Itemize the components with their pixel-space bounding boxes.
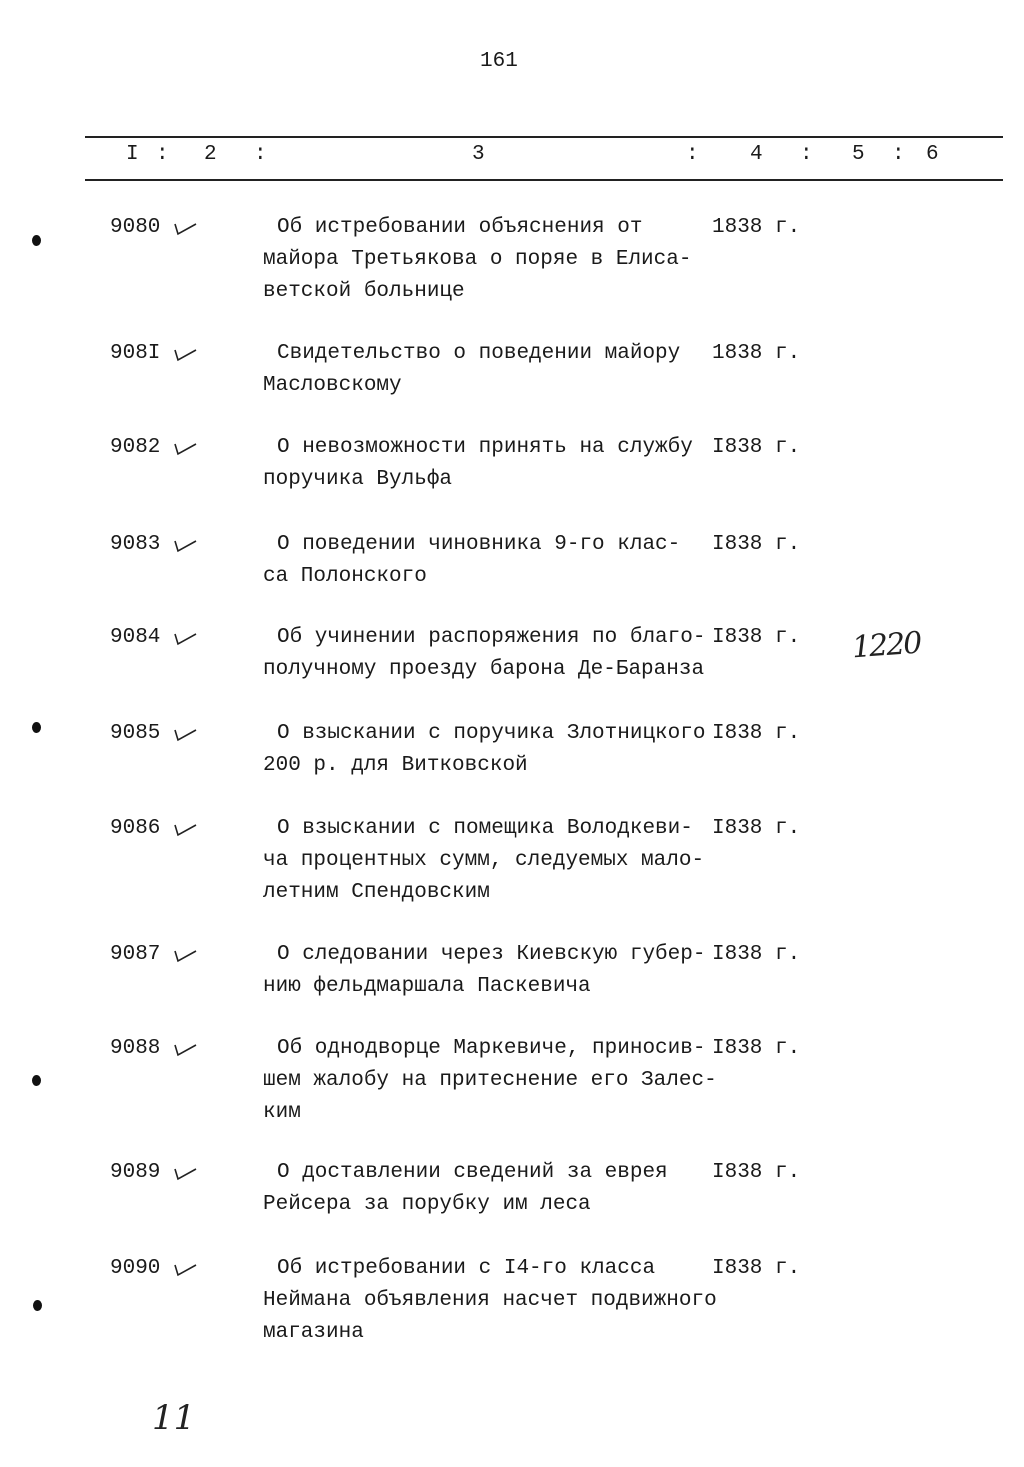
description-line: О невозможности принять на службу	[277, 436, 693, 459]
checkmark-icon	[172, 1259, 200, 1279]
entry-number: 9085	[110, 722, 161, 745]
punch-mark	[32, 1075, 41, 1086]
column-header-6: 6	[926, 143, 939, 166]
description-line: ким	[263, 1101, 301, 1124]
punch-mark	[33, 1300, 42, 1311]
description-line: Об истребовании с I4-го класса	[277, 1257, 656, 1280]
description-line: ча процентных сумм, следуемых мало-	[263, 849, 705, 872]
table-row	[0, 1253, 1024, 1353]
entry-number: 9090	[110, 1257, 161, 1280]
description-line: поручика Вульфа	[263, 468, 453, 491]
entry-description	[263, 1157, 668, 1221]
checkmark-icon	[172, 1163, 200, 1183]
description-line: Рейсера за порубку им леса	[263, 1193, 591, 1216]
description-line: Неймана объявления насчет подвижного	[263, 1289, 717, 1312]
entry-year: I838 г.	[712, 1037, 801, 1060]
description-line: нию фельдмаршала Паскевича	[263, 975, 591, 998]
description-line: О поведении чиновника 9-го клас-	[277, 533, 681, 556]
checkmark-icon	[172, 1039, 200, 1059]
handwritten-footer: 11	[152, 1398, 196, 1438]
entry-number: 9086	[110, 817, 161, 840]
checkmark-icon	[172, 535, 200, 555]
entry-year: 1838 г.	[712, 342, 801, 365]
description-line: ветской больнице	[263, 280, 465, 303]
column-header-2: 2	[204, 143, 217, 166]
entry-year: I838 г.	[712, 626, 801, 649]
description-line: О взыскании с поручика Злотницкого	[277, 722, 706, 745]
description-line: Масловскому	[263, 374, 402, 397]
description-line: Об истребовании объяснения от	[277, 216, 643, 239]
table-row	[0, 212, 1024, 312]
description-line: О следовании через Киевскую губер-	[277, 943, 706, 966]
column-separator: :	[800, 143, 813, 166]
table-row	[0, 813, 1024, 913]
description-line: шем жалобу на притеснение его Залес-	[263, 1069, 717, 1092]
table-row	[0, 939, 1024, 1039]
description-line: майора Третьякова о поряе в Елиса-	[263, 248, 692, 271]
checkmark-icon	[172, 628, 200, 648]
entry-year: I838 г.	[712, 1257, 801, 1280]
entry-description	[263, 212, 691, 308]
description-line: летним Спендовским	[263, 881, 490, 904]
entry-number: 908I	[110, 342, 161, 365]
description-line: магазина	[263, 1321, 364, 1344]
page-number: 161	[480, 50, 518, 73]
entry-description	[263, 1033, 717, 1129]
column-separator: :	[254, 143, 267, 166]
entry-number: 9082	[110, 436, 161, 459]
entry-year: I838 г.	[712, 943, 801, 966]
entry-number: 9087	[110, 943, 161, 966]
description-line: са Полонского	[263, 565, 427, 588]
entry-year: 1838 г.	[712, 216, 801, 239]
description-line: О взыскании с помещика Володкеви-	[277, 817, 693, 840]
handwritten-annotation: 1220	[850, 625, 922, 666]
column-header-4: 4	[750, 143, 763, 166]
entry-number: 9084	[110, 626, 161, 649]
table-top-rule	[85, 136, 1003, 138]
entry-number: 9089	[110, 1161, 161, 1184]
column-separator: :	[892, 143, 905, 166]
punch-mark	[32, 235, 41, 246]
entry-year: I838 г.	[712, 722, 801, 745]
checkmark-icon	[172, 945, 200, 965]
checkmark-icon	[172, 344, 200, 364]
checkmark-icon	[172, 819, 200, 839]
entry-description	[263, 622, 705, 686]
table-header-bottom-rule	[85, 179, 1003, 181]
entry-description	[263, 338, 680, 402]
table-row	[0, 338, 1024, 438]
description-line: получному проезду барона Де-Баранза	[263, 658, 705, 681]
entry-number: 9083	[110, 533, 161, 556]
punch-mark	[32, 722, 41, 733]
entry-year: I838 г.	[712, 1161, 801, 1184]
column-separator: :	[156, 143, 169, 166]
checkmark-icon	[172, 218, 200, 238]
table-row	[0, 1033, 1024, 1133]
description-line: 200 р. для Витковской	[263, 754, 528, 777]
entry-year: I838 г.	[712, 533, 801, 556]
entry-year: I838 г.	[712, 436, 801, 459]
entry-description	[263, 432, 693, 496]
column-header-1: I	[126, 143, 139, 166]
entry-year: I838 г.	[712, 817, 801, 840]
table-row	[0, 432, 1024, 532]
checkmark-icon	[172, 724, 200, 744]
description-line: Свидетельство о поведении майору	[277, 342, 681, 365]
entry-description	[263, 1253, 717, 1349]
table-row	[0, 1157, 1024, 1257]
column-separator: :	[686, 143, 699, 166]
entry-description	[263, 718, 705, 782]
description-line: Об однодворце Маркевиче, приносив-	[277, 1037, 706, 1060]
table-row	[0, 529, 1024, 629]
entry-number: 9080	[110, 216, 161, 239]
description-line: О доставлении сведений за еврея	[277, 1161, 668, 1184]
column-header-5: 5	[852, 143, 865, 166]
entry-number: 9088	[110, 1037, 161, 1060]
entry-description	[263, 939, 705, 1003]
entry-description	[263, 813, 704, 909]
entry-description	[263, 529, 680, 593]
checkmark-icon	[172, 438, 200, 458]
table-row	[0, 718, 1024, 818]
description-line: Об учинении распоряжения по благо-	[277, 626, 706, 649]
column-header-3: 3	[472, 143, 485, 166]
